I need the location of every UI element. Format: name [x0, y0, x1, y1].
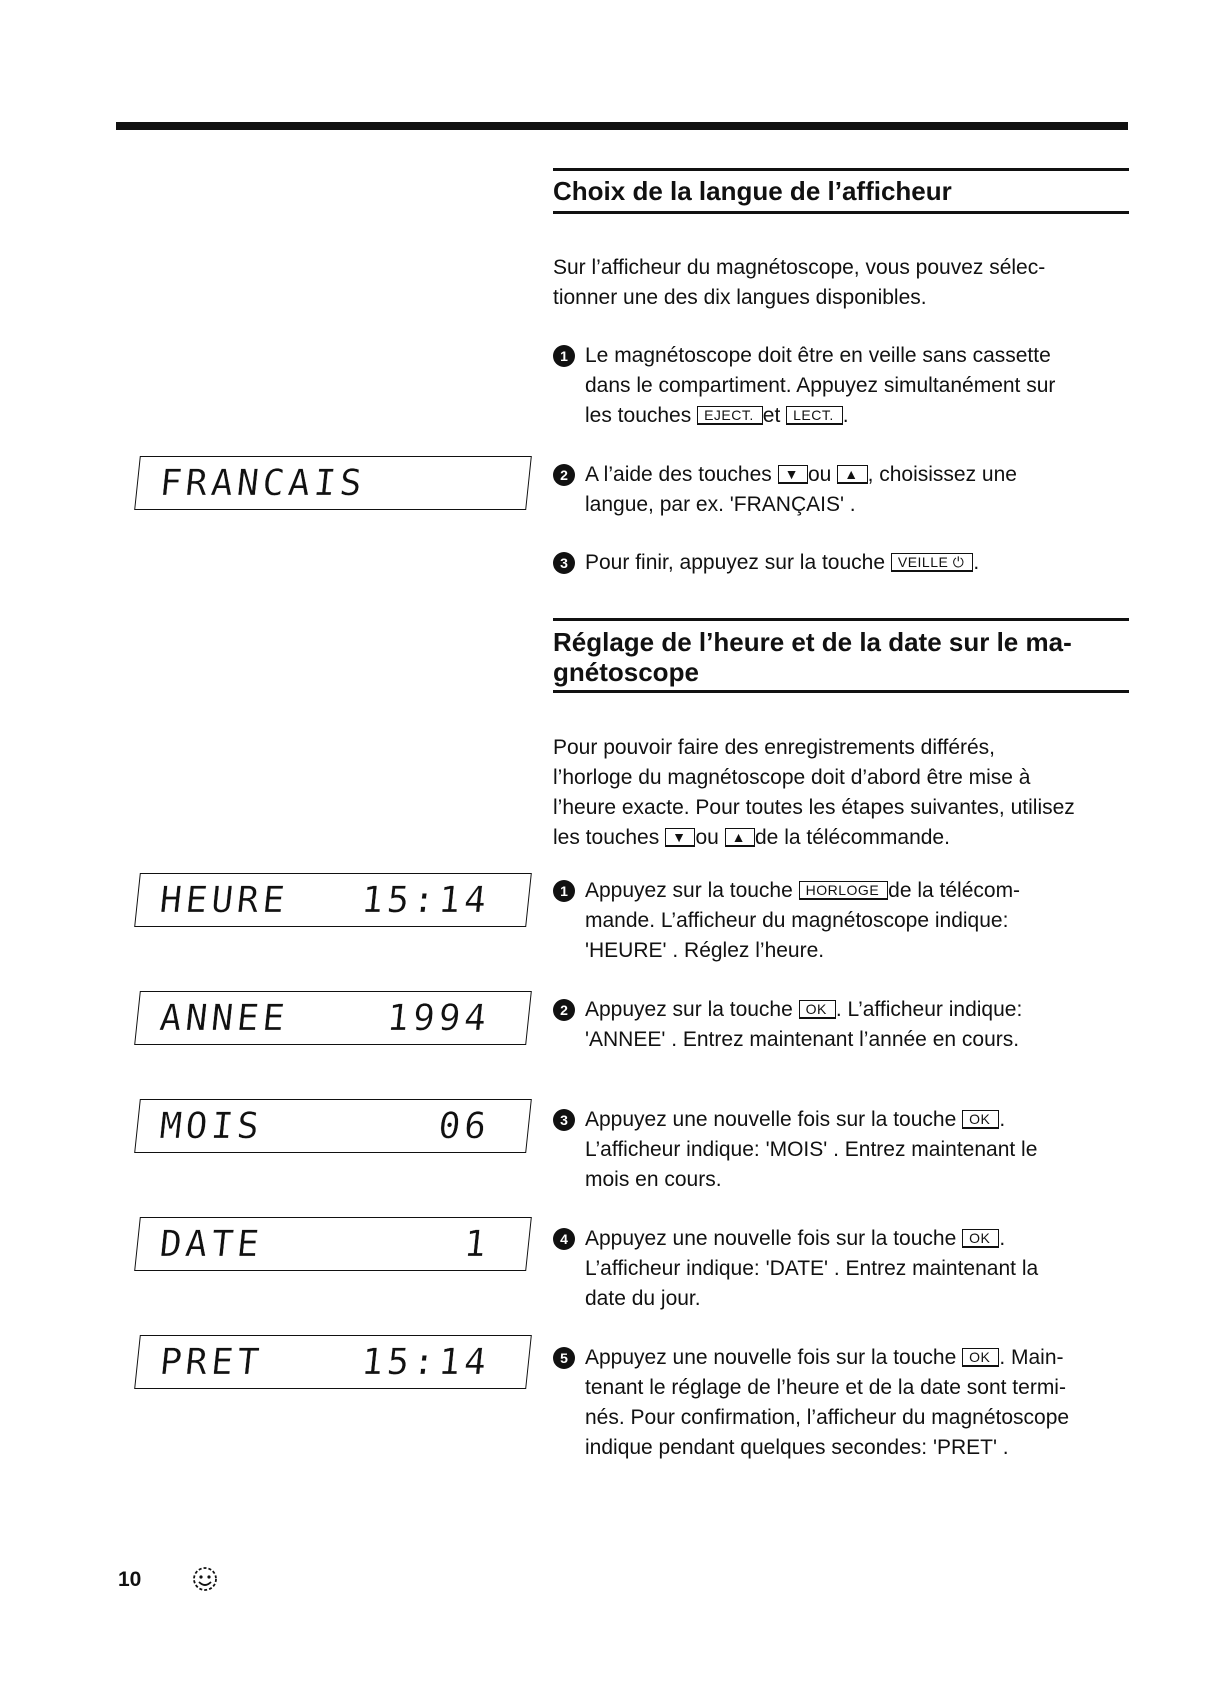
- step-text: .: [842, 404, 849, 427]
- step-number-icon: 2: [553, 999, 575, 1021]
- ok-key: OK: [962, 1110, 999, 1129]
- step-number-icon: 5: [553, 1347, 575, 1369]
- step-text: Appuyez une nouvelle fois sur la touche: [585, 1108, 957, 1131]
- step-number-icon: 3: [553, 552, 575, 574]
- lcd-value: 1: [462, 1224, 493, 1265]
- step-line: [585, 995, 1145, 1025]
- step-number-icon: 1: [553, 345, 575, 367]
- step-line: [585, 1224, 1145, 1254]
- lcd-display-date: [134, 1217, 532, 1271]
- step-line: 'HEURE' . Réglez l’heure.: [585, 939, 825, 962]
- lcd-display-heure: [134, 873, 532, 927]
- eject-key: EJECT.: [697, 406, 763, 425]
- clock-step-4: [560, 1224, 1145, 1314]
- lcd-label: MOIS: [157, 1106, 265, 1147]
- clock-step-1: [560, 876, 1145, 966]
- lcd-value: 06: [436, 1106, 493, 1147]
- step-line: [585, 1105, 1145, 1135]
- lcd-display-language: [134, 456, 532, 510]
- step-line: L’afficheur indique: 'MOIS' . Entrez maintenant le: [585, 1138, 1038, 1161]
- step-text: . L’afficheur indique:: [835, 998, 1023, 1021]
- lcd-label: FRANCAIS: [157, 463, 368, 504]
- step-line: [585, 401, 1145, 431]
- step-line: L’afficheur indique: 'DATE' . Entrez maintenant la: [585, 1257, 1039, 1280]
- step-line: [585, 548, 1145, 578]
- step-text: .: [999, 1227, 1006, 1250]
- section-rule-top: [553, 168, 1129, 171]
- step-line: Le magnétoscope doit être en veille sans cassette: [585, 344, 1051, 367]
- step-line: mande. L’afficheur du magnétoscope indique:: [585, 909, 1009, 932]
- top-rule: [116, 122, 1128, 130]
- lcd-display-annee: [134, 991, 532, 1045]
- step-line: mois en cours.: [585, 1168, 722, 1191]
- language-step-2: [560, 460, 1145, 520]
- section-rule-top: [553, 618, 1129, 621]
- heading-line: Réglage de l’heure et de la date sur le ma-: [553, 627, 1072, 657]
- intro-line: tionner une des dix langues disponibles.: [553, 286, 927, 309]
- step-text: , choisissez une: [867, 463, 1017, 486]
- intro-line: Pour pouvoir faire des enregistrements différés,: [553, 736, 996, 759]
- step-text: A l’aide des touches: [585, 463, 772, 486]
- up-arrow-key: ▲: [725, 828, 755, 847]
- step-line: 'ANNEE' . Entrez maintenant l’année en cours.: [585, 1028, 1020, 1051]
- step-line: indique pendant quelques secondes: 'PRET' .: [585, 1436, 1009, 1459]
- step-line: tenant le réglage de l’heure et de la date sont termi-: [585, 1376, 1066, 1399]
- lcd-value: 15:14: [359, 880, 493, 921]
- step-text: Appuyez une nouvelle fois sur la touche: [585, 1346, 957, 1369]
- step-line: [585, 460, 1145, 490]
- intro-line: l’horloge du magnétoscope doit d’abord être mise à: [553, 766, 1031, 789]
- lcd-label: ANNEE: [157, 998, 291, 1039]
- lcd-value: 1994: [385, 998, 493, 1039]
- page-number: 10: [118, 1568, 142, 1591]
- lcd-value: 15:14: [359, 1342, 493, 1383]
- step-text: ou: [808, 463, 832, 486]
- up-arrow-key: ▲: [837, 465, 867, 484]
- lcd-label: PRET: [157, 1342, 265, 1383]
- step-text: Appuyez une nouvelle fois sur la touche: [585, 1227, 957, 1250]
- step-text: de la télécom-: [888, 879, 1021, 902]
- language-step-3: [560, 548, 1145, 578]
- lcd-display-mois: [134, 1099, 532, 1153]
- intro-line: [553, 823, 1143, 853]
- smiley-logo-icon: [190, 1564, 220, 1594]
- intro-text: ou: [695, 826, 719, 849]
- step-number-icon: 4: [553, 1228, 575, 1250]
- intro-text: les touches: [553, 826, 660, 849]
- step-number-icon: 2: [553, 464, 575, 486]
- step-line: date du jour.: [585, 1287, 701, 1310]
- down-arrow-key: ▼: [778, 465, 808, 484]
- step-line: nés. Pour confirmation, l’afficheur du magnétoscope: [585, 1406, 1070, 1429]
- down-arrow-key: ▼: [665, 828, 695, 847]
- section-rule-bottom: [553, 690, 1129, 693]
- step-text: et: [762, 404, 781, 427]
- step-line: dans le compartiment. Appuyez simultanément sur: [585, 374, 1056, 397]
- step-text: les touches: [585, 404, 692, 427]
- step-text: Pour finir, appuyez sur la touche: [585, 551, 886, 574]
- intro-line: Sur l’afficheur du magnétoscope, vous pouvez sélec-: [553, 256, 1046, 279]
- heading-line: gnétoscope: [553, 657, 699, 687]
- section-rule-bottom: [553, 211, 1129, 214]
- lcd-label: HEURE: [157, 880, 291, 921]
- step-text: Appuyez sur la touche: [585, 998, 793, 1021]
- step-number-icon: 1: [553, 880, 575, 902]
- step-text: . Main-: [999, 1346, 1064, 1369]
- intro-language: [553, 253, 1133, 313]
- lcd-label: DATE: [157, 1224, 265, 1265]
- step-line: [585, 876, 1145, 906]
- clock-step-2: [560, 995, 1145, 1055]
- step-number-icon: 3: [553, 1109, 575, 1131]
- ok-key: OK: [799, 1000, 836, 1019]
- ok-key: OK: [962, 1229, 999, 1248]
- standby-key: VEILLE ⏻: [891, 553, 973, 572]
- clock-step-3: [560, 1105, 1145, 1195]
- language-step-1: [560, 341, 1145, 431]
- intro-clock: [553, 733, 1143, 853]
- clock-key: HORLOGE: [799, 881, 889, 900]
- clock-step-5: [560, 1343, 1145, 1463]
- intro-text: de la télécommande.: [755, 826, 950, 849]
- step-text: .: [999, 1108, 1006, 1131]
- ok-key: OK: [962, 1348, 999, 1367]
- section-heading-language: Choix de la langue de l’afficheur: [553, 176, 952, 206]
- play-key: LECT.: [786, 406, 843, 425]
- step-text: .: [973, 551, 980, 574]
- step-text: Appuyez sur la touche: [585, 879, 793, 902]
- lcd-display-pret: [134, 1335, 532, 1389]
- section-heading-clock: [553, 627, 1133, 687]
- intro-line: l’heure exacte. Pour toutes les étapes suivantes, utilisez: [553, 796, 1075, 819]
- step-line: langue, par ex. 'FRANÇAIS' .: [585, 493, 856, 516]
- step-line: [585, 1343, 1145, 1373]
